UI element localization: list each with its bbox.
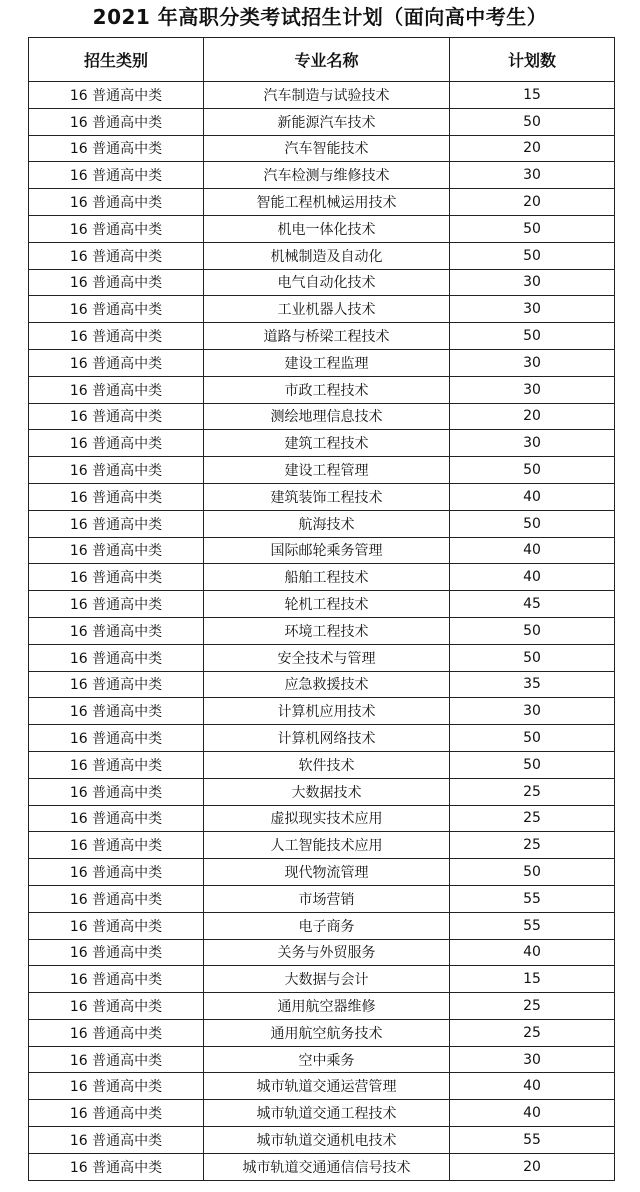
category-cell: 16 普通高中类 [29,376,204,403]
category-cell: 16 普通高中类 [29,617,204,644]
major-cell: 轮机工程技术 [204,591,450,618]
category-cell: 16 普通高中类 [29,135,204,162]
plan-count-cell: 15 [450,966,615,993]
table-row [29,82,615,109]
major-cell: 汽车制造与试验技术 [204,82,450,109]
plan-count-cell: 30 [450,349,615,376]
major-cell: 智能工程机械运用技术 [204,189,450,216]
plan-count-cell: 30 [450,430,615,457]
table-row [29,644,615,671]
category-cell: 16 普通高中类 [29,591,204,618]
table-row [29,349,615,376]
major-cell: 建设工程管理 [204,457,450,484]
header-category: 招生类别 [29,38,204,82]
plan-count-cell: 25 [450,993,615,1020]
plan-count-cell: 30 [450,376,615,403]
category-cell: 16 普通高中类 [29,457,204,484]
major-cell: 电子商务 [204,912,450,939]
plan-count-cell: 40 [450,1100,615,1127]
category-cell: 16 普通高中类 [29,1127,204,1154]
header-major: 专业名称 [204,38,450,82]
table-row [29,1127,615,1154]
category-cell: 16 普通高中类 [29,269,204,296]
table-row [29,1046,615,1073]
plan-count-cell: 25 [450,778,615,805]
table-row [29,1100,615,1127]
major-cell: 船舶工程技术 [204,564,450,591]
category-cell: 16 普通高中类 [29,698,204,725]
category-cell: 16 普通高中类 [29,564,204,591]
plan-count-cell: 20 [450,189,615,216]
category-cell: 16 普通高中类 [29,162,204,189]
table-row [29,591,615,618]
major-cell: 机电一体化技术 [204,215,450,242]
table-row [29,376,615,403]
category-cell: 16 普通高中类 [29,751,204,778]
plan-count-cell: 50 [450,751,615,778]
category-cell: 16 普通高中类 [29,1046,204,1073]
major-cell: 市政工程技术 [204,376,450,403]
table-row [29,1153,615,1180]
major-cell: 人工智能技术应用 [204,832,450,859]
plan-count-cell: 40 [450,564,615,591]
page-title: 2021 年高职分类考试招生计划（面向高中考生） [92,5,548,29]
major-cell: 计算机网络技术 [204,725,450,752]
plan-count-cell: 40 [450,537,615,564]
category-cell: 16 普通高中类 [29,82,204,109]
plan-count-cell: 25 [450,1019,615,1046]
major-cell: 城市轨道交通机电技术 [204,1127,450,1154]
category-cell: 16 普通高中类 [29,189,204,216]
table-row [29,135,615,162]
table-row [29,430,615,457]
major-cell: 工业机器人技术 [204,296,450,323]
category-cell: 16 普通高中类 [29,483,204,510]
table-row [29,912,615,939]
major-cell: 城市轨道交通通信信号技术 [204,1153,450,1180]
major-cell: 计算机应用技术 [204,698,450,725]
table-row [29,457,615,484]
category-cell: 16 普通高中类 [29,912,204,939]
category-cell: 16 普通高中类 [29,885,204,912]
table-row [29,323,615,350]
table-row [29,242,615,269]
plan-count-cell: 30 [450,296,615,323]
category-cell: 16 普通高中类 [29,832,204,859]
category-cell: 16 普通高中类 [29,537,204,564]
category-cell: 16 普通高中类 [29,510,204,537]
major-cell: 电气自动化技术 [204,269,450,296]
major-cell: 国际邮轮乘务管理 [204,537,450,564]
plan-count-cell: 50 [450,859,615,886]
major-cell: 城市轨道交通工程技术 [204,1100,450,1127]
category-cell: 16 普通高中类 [29,108,204,135]
plan-count-cell: 40 [450,483,615,510]
major-cell: 机械制造及自动化 [204,242,450,269]
major-cell: 空中乘务 [204,1046,450,1073]
plan-count-cell: 50 [450,108,615,135]
plan-count-cell: 15 [450,82,615,109]
table-row [29,805,615,832]
plan-count-cell: 30 [450,698,615,725]
category-cell: 16 普通高中类 [29,644,204,671]
category-cell: 16 普通高中类 [29,242,204,269]
major-cell: 现代物流管理 [204,859,450,886]
plan-count-cell: 50 [450,457,615,484]
category-cell: 16 普通高中类 [29,778,204,805]
plan-count-cell: 55 [450,1127,615,1154]
plan-count-cell: 50 [450,617,615,644]
major-cell: 建筑工程技术 [204,430,450,457]
table-row [29,189,615,216]
major-cell: 道路与桥梁工程技术 [204,323,450,350]
table-row [29,617,615,644]
table-row [29,993,615,1020]
major-cell: 建设工程监理 [204,349,450,376]
table-header-row [29,38,615,82]
category-cell: 16 普通高中类 [29,1153,204,1180]
category-cell: 16 普通高中类 [29,1019,204,1046]
plan-count-cell: 30 [450,269,615,296]
plan-count-cell: 20 [450,403,615,430]
major-cell: 航海技术 [204,510,450,537]
category-cell: 16 普通高中类 [29,215,204,242]
table-row [29,1019,615,1046]
plan-count-cell: 20 [450,1153,615,1180]
plan-count-cell: 50 [450,323,615,350]
category-cell: 16 普通高中类 [29,1073,204,1100]
table-row [29,778,615,805]
major-cell: 测绘地理信息技术 [204,403,450,430]
plan-count-cell: 40 [450,1073,615,1100]
plan-count-cell: 30 [450,1046,615,1073]
major-cell: 新能源汽车技术 [204,108,450,135]
plan-count-cell: 25 [450,805,615,832]
major-cell: 软件技术 [204,751,450,778]
plan-count-cell: 55 [450,912,615,939]
category-cell: 16 普通高中类 [29,939,204,966]
table-row [29,1073,615,1100]
category-cell: 16 普通高中类 [29,430,204,457]
plan-count-cell: 55 [450,885,615,912]
major-cell: 汽车检测与维修技术 [204,162,450,189]
major-cell: 虚拟现实技术应用 [204,805,450,832]
category-cell: 16 普通高中类 [29,323,204,350]
major-cell: 大数据与会计 [204,966,450,993]
table-row [29,537,615,564]
major-cell: 市场营销 [204,885,450,912]
category-cell: 16 普通高中类 [29,725,204,752]
major-cell: 汽车智能技术 [204,135,450,162]
table-row [29,162,615,189]
category-cell: 16 普通高中类 [29,966,204,993]
table-row [29,564,615,591]
category-cell: 16 普通高中类 [29,805,204,832]
major-cell: 关务与外贸服务 [204,939,450,966]
category-cell: 16 普通高中类 [29,671,204,698]
table-row [29,966,615,993]
table-row [29,215,615,242]
header-plan: 计划数 [450,38,615,82]
table-row [29,885,615,912]
category-cell: 16 普通高中类 [29,993,204,1020]
plan-count-cell: 50 [450,510,615,537]
table-row [29,671,615,698]
major-cell: 环境工程技术 [204,617,450,644]
table-row [29,725,615,752]
major-cell: 安全技术与管理 [204,644,450,671]
major-cell: 通用航空器维修 [204,993,450,1020]
table-row [29,859,615,886]
category-cell: 16 普通高中类 [29,1100,204,1127]
plan-count-cell: 45 [450,591,615,618]
plan-count-cell: 35 [450,671,615,698]
plan-count-cell: 20 [450,135,615,162]
table-row [29,939,615,966]
major-cell: 建筑装饰工程技术 [204,483,450,510]
table-row [29,510,615,537]
table-body [29,82,615,1181]
major-cell: 应急救援技术 [204,671,450,698]
major-cell: 大数据技术 [204,778,450,805]
plan-count-cell: 40 [450,939,615,966]
table-row [29,296,615,323]
major-cell: 城市轨道交通运营管理 [204,1073,450,1100]
table-row [29,108,615,135]
plan-count-cell: 25 [450,832,615,859]
table-row [29,832,615,859]
category-cell: 16 普通高中类 [29,403,204,430]
plan-count-cell: 50 [450,644,615,671]
table-row [29,698,615,725]
table-row [29,403,615,430]
plan-count-cell: 50 [450,242,615,269]
category-cell: 16 普通高中类 [29,349,204,376]
category-cell: 16 普通高中类 [29,859,204,886]
plan-count-cell: 30 [450,162,615,189]
table-row [29,751,615,778]
table-row [29,269,615,296]
table-row [29,483,615,510]
plan-count-cell: 50 [450,215,615,242]
major-cell: 通用航空航务技术 [204,1019,450,1046]
enrollment-plan-table [28,37,615,1181]
category-cell: 16 普通高中类 [29,296,204,323]
plan-count-cell: 50 [450,725,615,752]
